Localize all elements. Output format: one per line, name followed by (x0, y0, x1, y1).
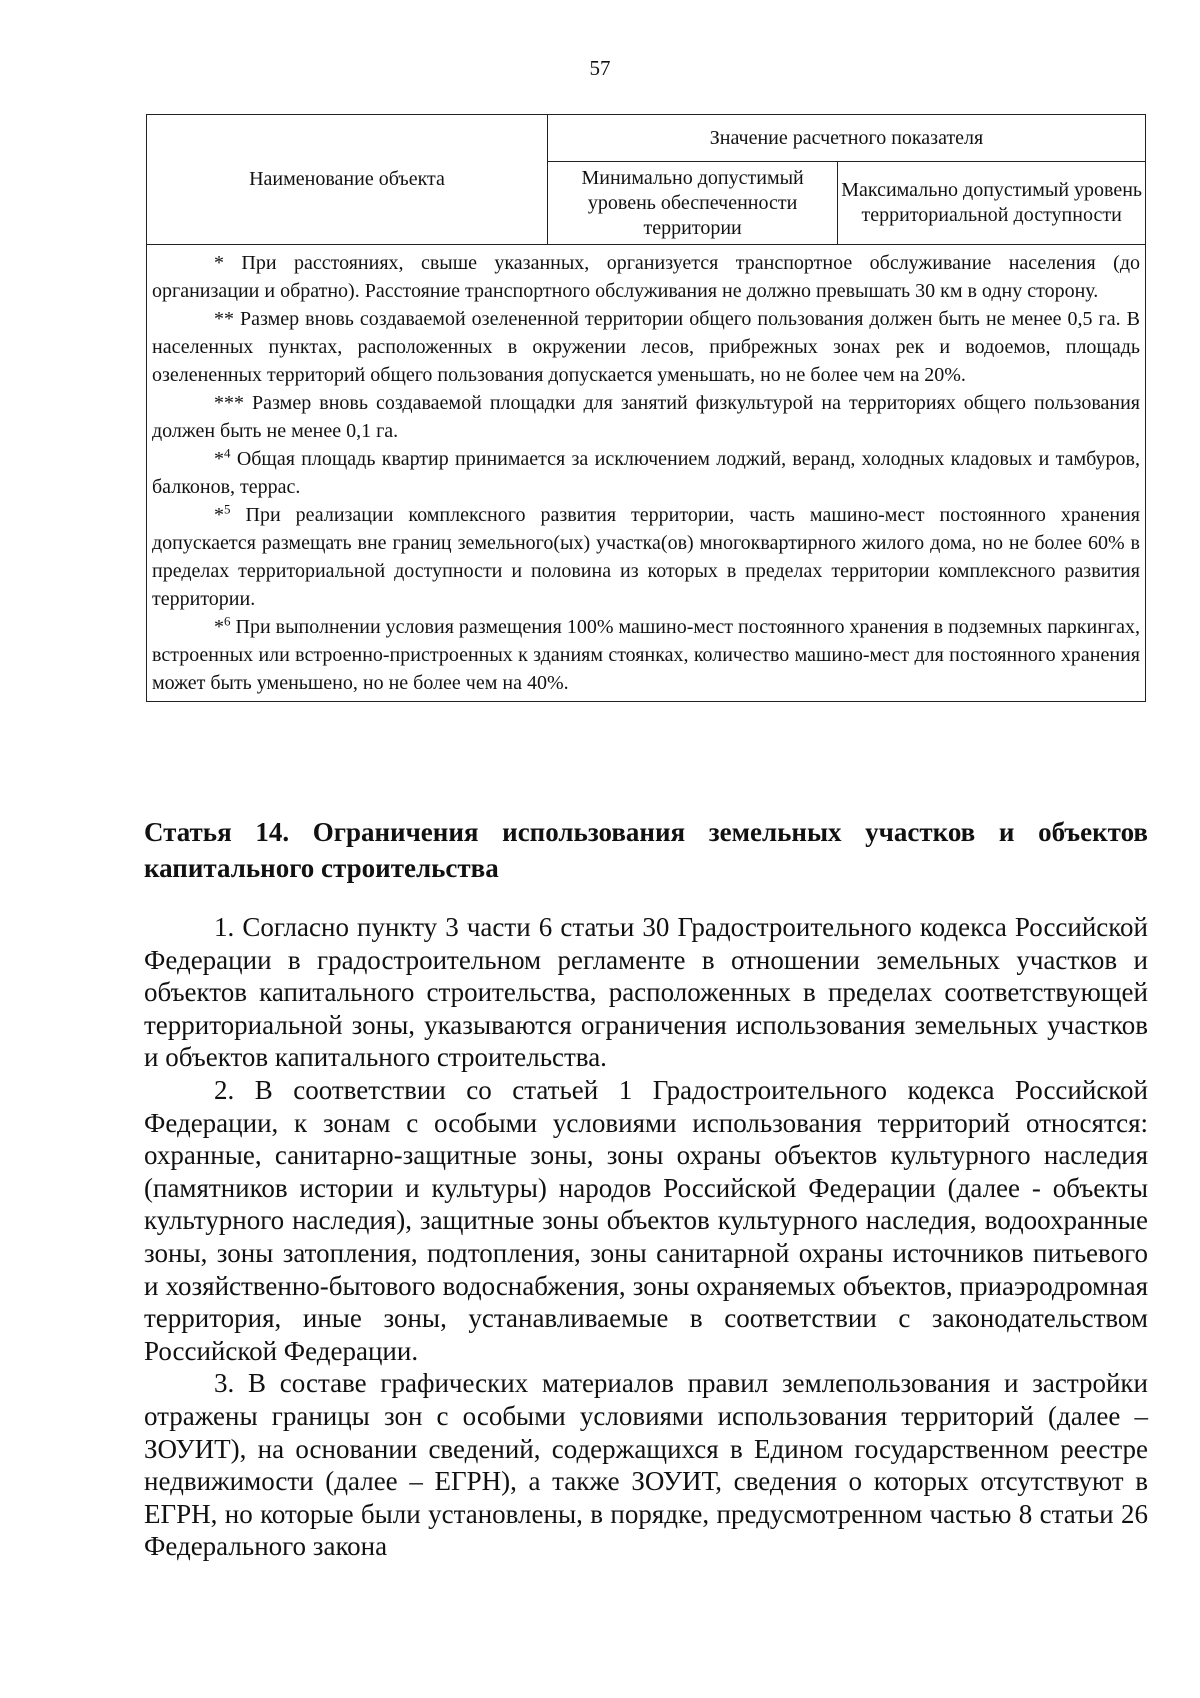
article-title: Статья 14. Ограничения использования земельных участков и объектов капитального строительства (144, 817, 1148, 883)
footnote: * При расстояниях, свыше указанных, организуется транспортное обслуживание населения (до организации и обратно). Расстояние транспортного обслуживания не должно превышать 30 км в одну сторону. (152, 252, 1140, 302)
article-body (144, 911, 1148, 1563)
header-max-accessibility: Максимально допустимый уровень территориальной доступности (838, 162, 1146, 245)
footnote: *$^6$ При выполнении условия размещения 100% машино-мест постоянного хранения в подземных паркингах, встроенных или встроенно-пристроенных к зданиям стоянках, количество машино-мест для постоянного хранения может быть уменьшено, но не более чем на 40%. (152, 613, 1140, 694)
indicator-table (146, 114, 1146, 702)
page-number: 57 (589, 56, 611, 80)
header-min-level: Минимально допустимый уровень обеспеченности территории (548, 162, 838, 245)
footnote: *$^4$ Общая площадь квартир принимается за исключением лоджий, веранд, холодных кладовых и тамбуров, балконов, террас. (152, 445, 1140, 498)
table-footnotes (147, 245, 1146, 702)
footnote: ** Размер вновь создаваемой озелененной территории общего пользования должен быть не менее 0,5 га. В населенных пунктах, расположенных в окружении лесов, прибрежных зонах рек и водоемов, площадь озелененных территорий общего пользования допускается уменьшать, но не более чем на 20%. (152, 308, 1140, 386)
header-indicator-value: Значение расчетного показателя (548, 115, 1146, 162)
article-paragraph: 2. В соответствии со статьей 1 Градостроительного кодекса Российской Федерации, к зонам с особыми условиями использования территорий относятся: охранные, санитарно-защитные зоны, зоны охраны объектов культурного наследия (памятников истории и культуры) народов Российской Федерации (далее - объекты культурного наследия), защитные зоны объектов культурного наследия, водоохранные зоны, зоны затопления, подтопления, зоны санитарной охраны источников питьевого и хозяйственно-бытового водоснабжения, зоны охраняемых объектов, приаэродромная территория, иные зоны, устанавливаемые в соответствии с законодательством Российской Федерации. (144, 1074, 1148, 1366)
footnote: *** Размер вновь создаваемой площадки для занятий физкультурой на территориях общего пользования должен быть не менее 0,1 га. (152, 392, 1140, 442)
header-object-name: Наименование объекта (147, 115, 548, 245)
article-paragraph: 1. Согласно пункту 3 части 6 статьи 30 Градостроительного кодекса Российской Федерации в градостроительном регламенте в отношении земельных участков и объектов капитального строительства, расположенных в пределах соответствующей территориальной зоны, указываются ограничения использования земельных участков и объектов капитального строительства. (144, 912, 1148, 1073)
footnote: *$^5$ При реализации комплексного развития территории, часть машино-мест постоянного хранения допускается размещать вне границ земельного(ых) участка(ов) многоквартирного жилого дома, но не более 60% в пределах территориальной доступности и половина из которых в пределах территории комплексного развития территории. (152, 501, 1140, 610)
article-paragraph: 3. В составе графических материалов правил землепользования и застройки отражены границы зон с особыми условиями использования территорий (далее – ЗОУИТ), на основании сведений, содержащихся в Едином государственном реестре недвижимости (далее – ЕГРН), а также ЗОУИТ, сведения о которых отсутствуют в ЕГРН, но которые были установлены, в порядке, предусмотренном частью 8 статьи 26 Федерального закона (144, 1368, 1148, 1562)
